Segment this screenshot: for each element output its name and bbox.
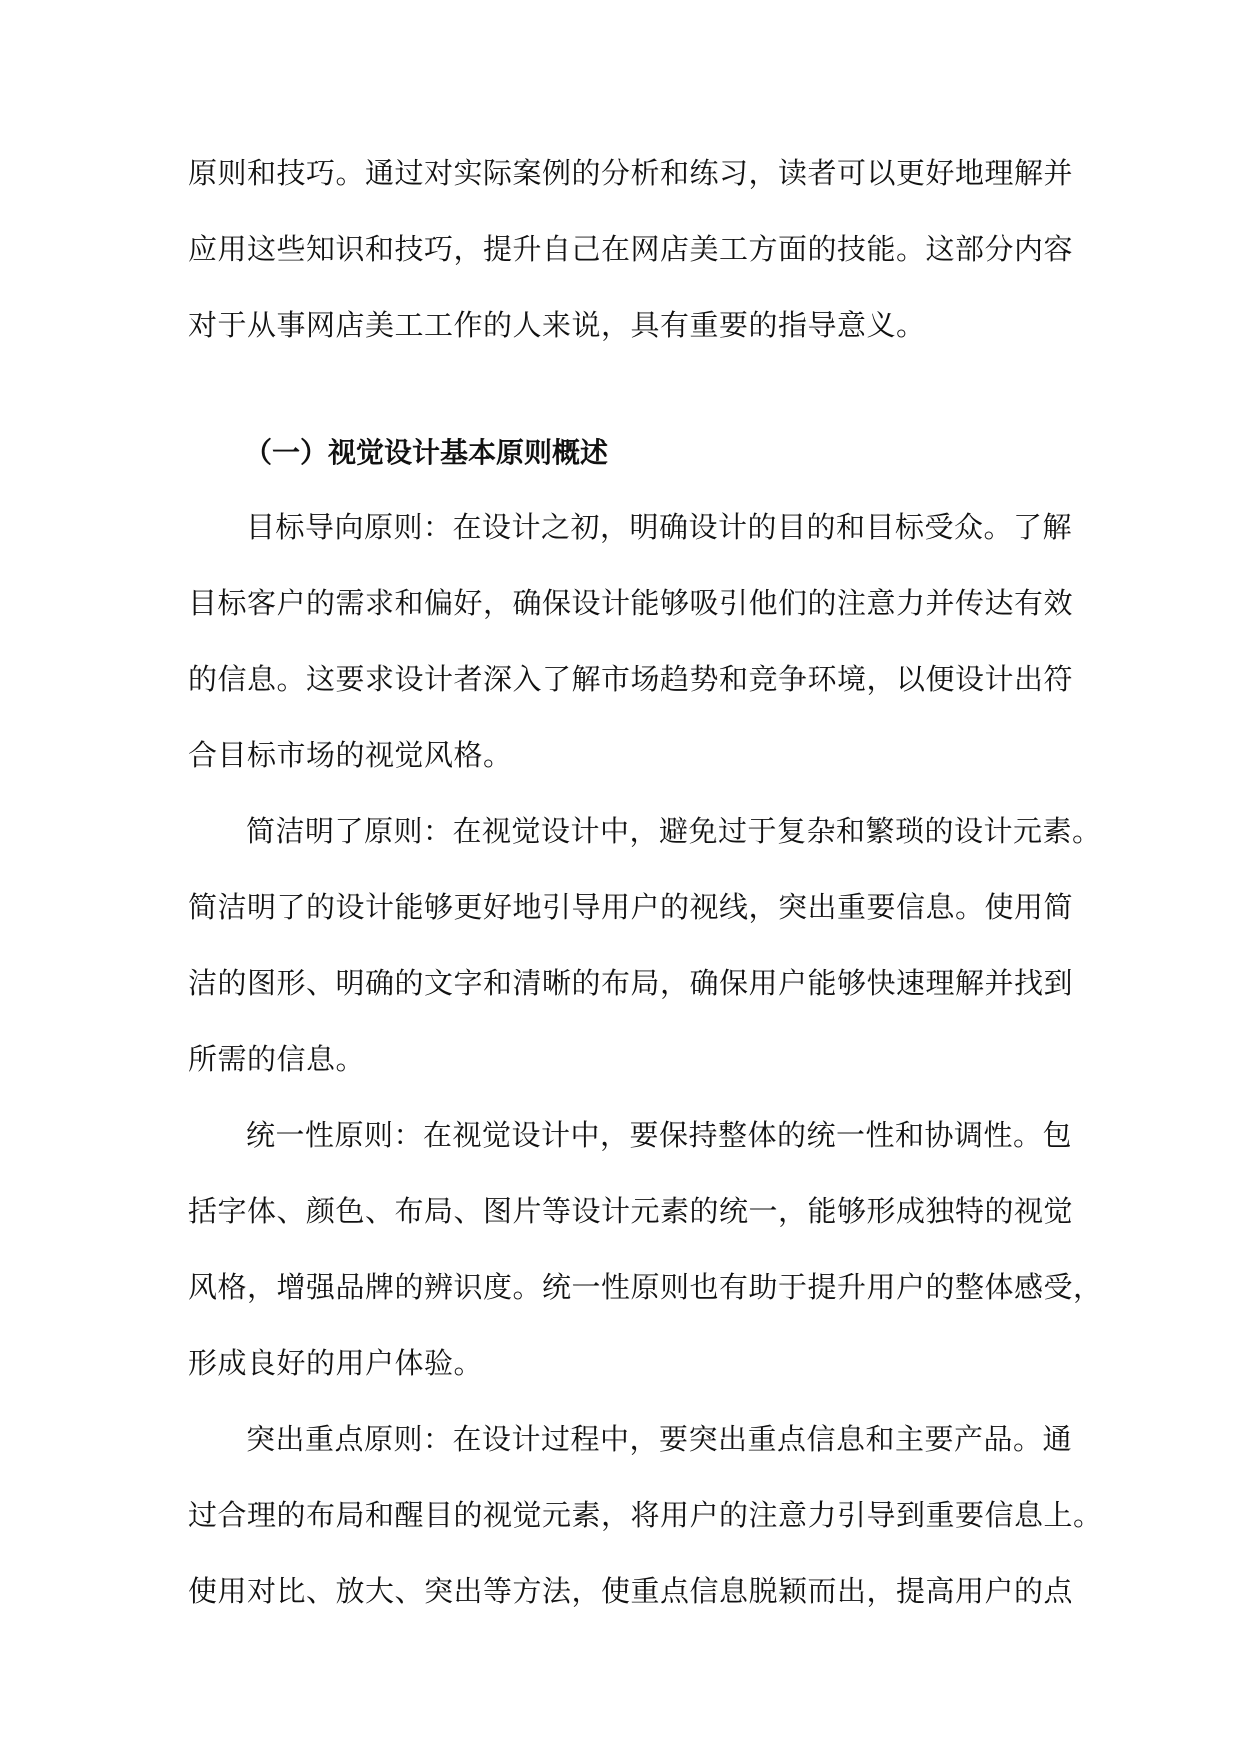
paragraph-gap xyxy=(188,363,1068,417)
paragraph-consistency xyxy=(188,1097,1103,1401)
text-line: 简洁明了的设计能够更好地引导用户的视线，突出重要信息。使用简 xyxy=(188,890,1074,924)
text-line: 应用这些知识和技巧，提升自己在网店美工方面的技能。这部分内容 xyxy=(188,232,1074,266)
text-line: 括字体、颜色、布局、图片等设计元素的统一，能够形成独特的视觉 xyxy=(188,1194,1074,1228)
paragraph-goal-oriented xyxy=(188,489,1074,793)
intro-paragraph xyxy=(188,135,1074,363)
text-line: 目标导向原则：在设计之初，明确设计的目的和目标受众。了解 xyxy=(246,510,1073,544)
text-line: 的信息。这要求设计者深入了解市场趋势和竞争环境，以便设计出符 xyxy=(188,662,1074,696)
document-body xyxy=(188,135,1103,1629)
text-line: 使用对比、放大、突出等方法，使重点信息脱颖而出，提高用户的点 xyxy=(188,1574,1074,1608)
section-heading: （一）视觉设计基本原则概述 xyxy=(244,436,609,469)
text-line: 目标客户的需求和偏好，确保设计能够吸引他们的注意力并传达有效 xyxy=(188,586,1074,620)
text-line: 对于从事网店美工工作的人来说，具有重要的指导意义。 xyxy=(188,308,926,342)
text-line: 风格，增强品牌的辨识度。统一性原则也有助于提升用户的整体感受， xyxy=(188,1270,1103,1304)
text-line: 形成良好的用户体验。 xyxy=(188,1346,484,1380)
text-line: 原则和技巧。通过对实际案例的分析和练习，读者可以更好地理解并 xyxy=(188,156,1074,190)
text-line: 洁的图形、明确的文字和清晰的布局，确保用户能够快速理解并找到 xyxy=(188,966,1074,1000)
paragraph-simplicity xyxy=(188,793,1102,1097)
text-line: 统一性原则：在视觉设计中，要保持整体的统一性和协调性。包 xyxy=(246,1118,1073,1152)
text-line: 合目标市场的视觉风格。 xyxy=(188,738,513,772)
text-line: 过合理的布局和醒目的视觉元素，将用户的注意力引导到重要信息上。 xyxy=(188,1498,1103,1532)
paragraph-emphasis xyxy=(188,1401,1103,1629)
text-line: 所需的信息。 xyxy=(188,1042,366,1076)
text-line: 突出重点原则：在设计过程中，要突出重点信息和主要产品。通 xyxy=(246,1422,1073,1456)
text-line: 简洁明了原则：在视觉设计中，避免过于复杂和繁琐的设计元素。 xyxy=(246,814,1102,848)
